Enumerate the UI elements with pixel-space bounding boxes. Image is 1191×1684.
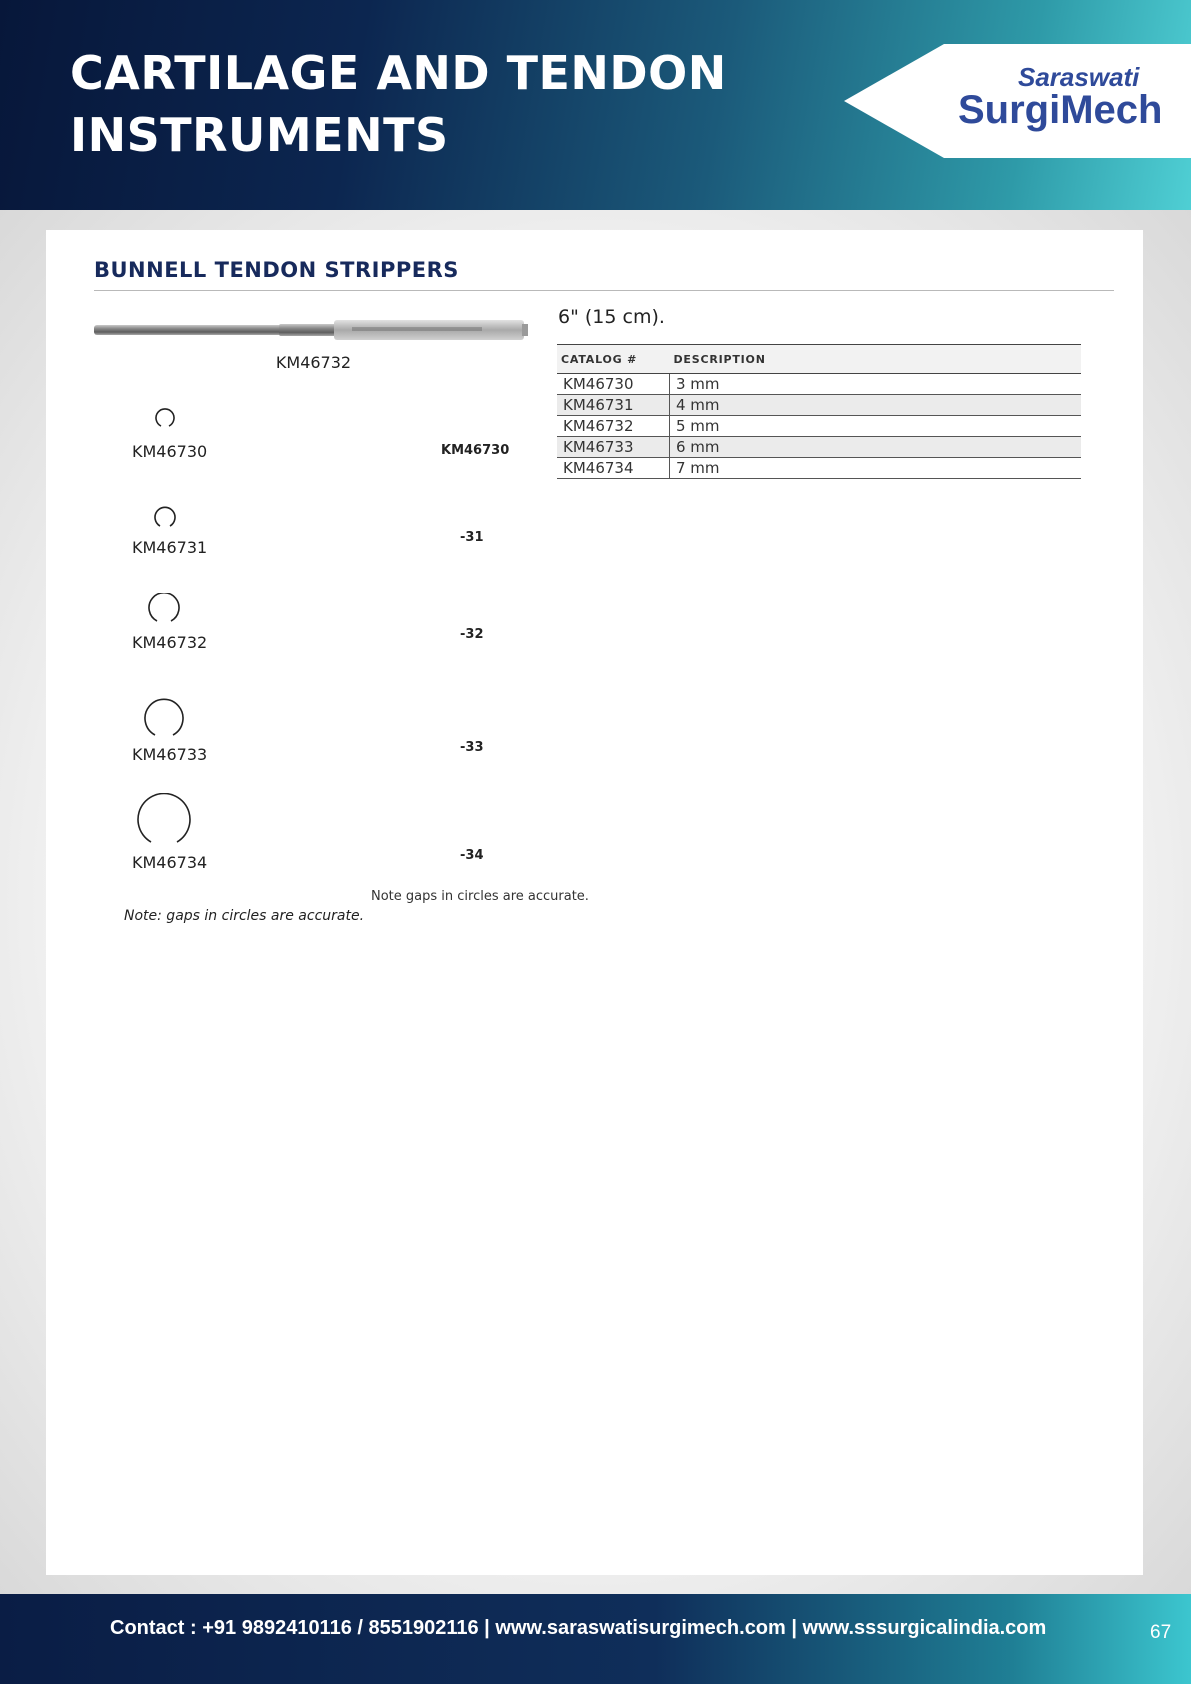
table-row	[557, 458, 1081, 479]
column-header-description: DESCRIPTION	[670, 345, 1082, 374]
catalog-number: KM46731	[557, 395, 670, 416]
description: 7 mm	[670, 458, 1082, 479]
tip-code: -31	[460, 530, 484, 545]
footer-contact: Contact : +91 9892410116 / 8551902116 | www.saraswatisurgimech.com | www.sssurgicalindia.com	[110, 1617, 1047, 1639]
description: 5 mm	[670, 416, 1082, 437]
section-divider	[94, 290, 1114, 291]
tip-label: KM46734	[132, 853, 208, 872]
tip-label: KM46730	[132, 442, 208, 461]
instrument-label: KM46732	[275, 353, 352, 372]
table-row	[557, 374, 1081, 395]
description: 4 mm	[670, 395, 1082, 416]
note-text: Note gaps in circles are accurate.	[371, 889, 589, 904]
tip-code: -34	[460, 848, 484, 863]
page-number: 67	[1150, 1622, 1172, 1643]
table-header-row	[557, 345, 1081, 374]
catalog-number: KM46734	[557, 458, 670, 479]
catalog-number: KM46732	[557, 416, 670, 437]
table-row	[557, 437, 1081, 458]
logo-line2: SurgiMech	[958, 88, 1163, 132]
tip-circle-3mm	[152, 406, 178, 436]
description: 6 mm	[670, 437, 1082, 458]
tip-circle-7mm	[136, 793, 192, 851]
section-title: BUNNELL TENDON STRIPPERS	[94, 258, 459, 282]
length-spec: 6" (15 cm).	[558, 306, 665, 328]
tip-label: KM46732	[132, 633, 208, 652]
catalog-number: KM46733	[557, 437, 670, 458]
description: 3 mm	[670, 374, 1082, 395]
tendon-stripper-image	[94, 318, 528, 342]
table-row	[557, 395, 1081, 416]
tip-code: -33	[460, 740, 484, 755]
tip-code: KM46730	[441, 443, 510, 458]
page-title-line1: CARTILAGE AND TENDON	[70, 46, 727, 100]
tip-code: -32	[460, 627, 484, 642]
logo-line1: Saraswati	[1018, 62, 1140, 92]
note-text: Note: gaps in circles are accurate.	[124, 908, 365, 924]
tip-label: KM46731	[132, 538, 208, 557]
column-header-catalog: CATALOG #	[557, 345, 670, 374]
table-row	[557, 416, 1081, 437]
tip-circle-4mm	[151, 503, 179, 535]
tip-circle-6mm	[143, 698, 185, 744]
page-title	[70, 42, 727, 166]
tip-circle-5mm	[147, 593, 181, 631]
catalog-table	[557, 344, 1081, 479]
tip-label: KM46733	[132, 745, 208, 764]
catalog-number: KM46730	[557, 374, 670, 395]
page-title-line2: INSTRUMENTS	[70, 108, 449, 162]
